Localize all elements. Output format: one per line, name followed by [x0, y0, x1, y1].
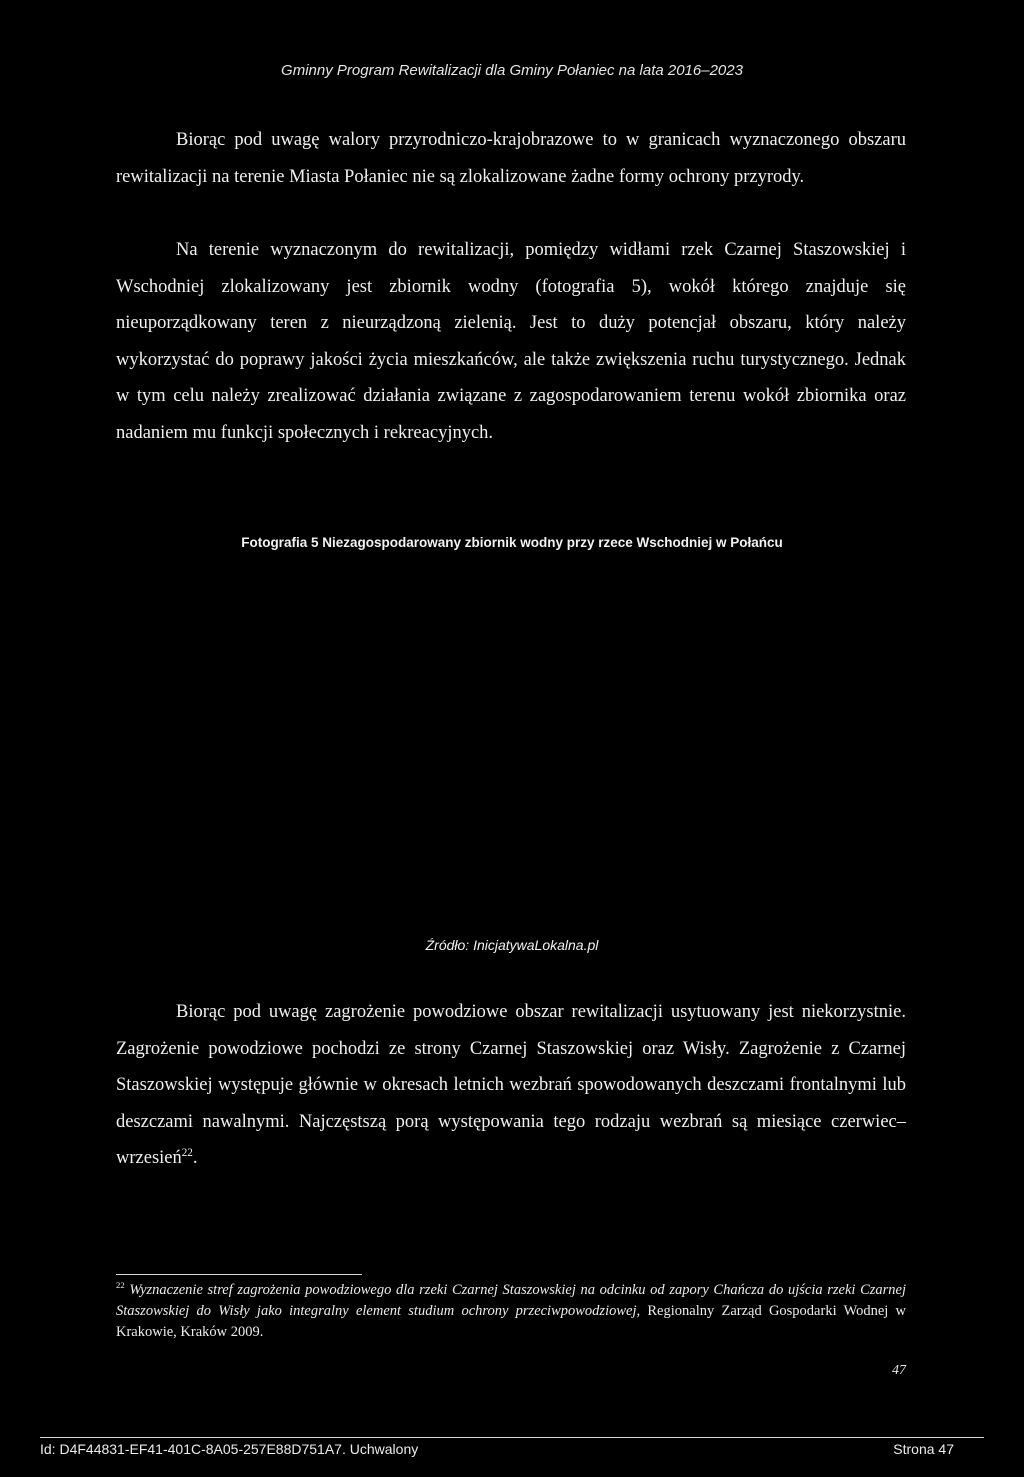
figure-source: Źródło: InicjatywaLokalna.pl: [425, 937, 599, 953]
running-header: Gminny Program Rewitalizacji dla Gminy Połaniec na lata 2016–2023: [281, 62, 743, 79]
body-paragraph-3: [116, 994, 906, 1177]
paragraph-3-text: Biorąc pod uwagę zagrożenie powodziowe obszar rewitalizacji usytuowany jest niekorzystnie. Zagrożenie powodziowe pochodzi ze strony Czarnej Staszowskiej oraz Wisły. Zagrożenie z Czarnej Staszowskiej występuje głównie w okresach letnich wezbrań spowodowanych deszczami frontalnymi lub deszczami nawalnymi. Najczęstszą porą występowania tego rodzaju wezbrań są miesiące czerwiec–wrzesień: [116, 1002, 906, 1168]
footnote-number: 22: [116, 1280, 125, 1291]
figure-photo: [116, 565, 906, 925]
footnote-italic-text: Wyznaczenie stref zagrożenia powodziowego dla rzeki Czarnej Staszowskiej na odcinku od zapory Chańcza do ujścia rzeki Czarnej Staszowskiej do Wisły jako integralny element studium ochrony przeciwpowodziowej,: [116, 1282, 906, 1319]
footer-page-label: Strona 47: [893, 1441, 954, 1457]
figure-caption: Fotografia 5 Niezagospodarowany zbiornik wodny przy rzece Wschodniej w Połańcu: [241, 535, 783, 550]
footnote-reference[interactable]: 22: [181, 1146, 193, 1159]
footer-rule: [40, 1437, 984, 1438]
footnote: [116, 1280, 906, 1343]
footnote-separator: [116, 1274, 362, 1275]
body-paragraph-2: Na terenie wyznaczonym do rewitalizacji, pomiędzy widłami rzek Czarnej Staszowskiej i Wschodniej zlokalizowany jest zbiornik wodny (fotografia 5), wokół którego znajduje się nieuporządkowany teren z nieurządzoną zielenią. Jest to duży potencjał obszaru, który należy wykorzystać do poprawy jakości życia mieszkańców, ale także zwiększenia ruchu turystycznego. Jednak w tym celu należy zrealizować działania związane z zagospodarowaniem terenu wokół zbiornika oraz nadaniem mu funkcji społecznych i rekreacyjnych.: [116, 240, 906, 443]
footnote-plain-text: Regionalny Zarząd Gospodarki Wodnej w Krakowie, Kraków 2009.: [116, 1303, 907, 1340]
paragraph-3-end: .: [192, 1148, 198, 1168]
page-number: 47: [892, 1363, 906, 1378]
footer-document-id: Id: D4F44831-EF41-401C-8A05-257E88D751A7. Uchwalony: [40, 1441, 419, 1457]
body-paragraph-1: Biorąc pod uwagę walory przyrodniczo-krajobrazowe to w granicach wyznaczonego obszaru rewitalizacji na terenie Miasta Połaniec nie są zlokalizowane żadne formy ochrony przyrody.: [116, 130, 906, 187]
